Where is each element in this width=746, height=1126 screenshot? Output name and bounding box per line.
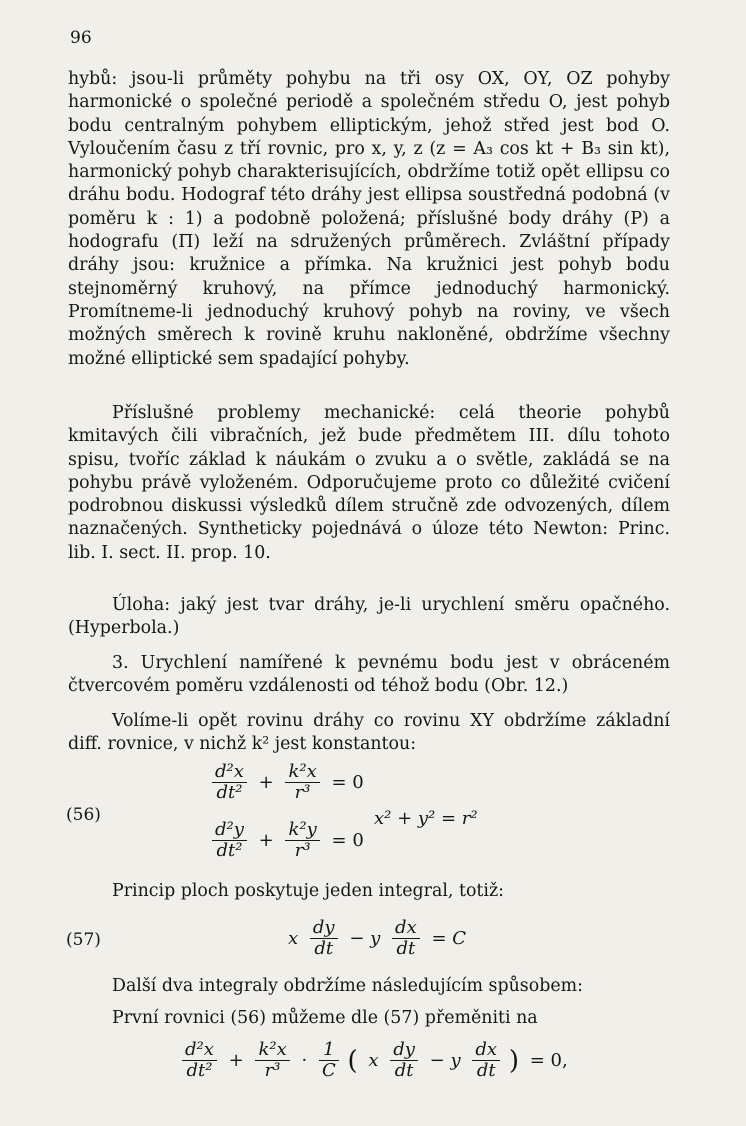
fraction: $\frac{\text{k²y}}{\text{r³}}$ xyxy=(285,820,319,861)
paragraph-2: Příslušné problemy mechanické: celá theorie pohybů kmitavých čili vibračních, jež bude předmětem III. dílu tohoto spisu, tvoříc základ k náukám o zvuku a o světle, zakládá se na pohybu právě vyloženém. Odporučujeme proto co důležité cvičení podrobnou diskussi výsledků dílem stručně zde odvozených, dílem naznačených. Syntheticky pojednává o úloze této Newton: Princ. lib. I. sect. II. prop. 10. xyxy=(68,403,670,563)
paragraph-section-3: 3. Urychlení namířené k pevnému bodu jest v obráceném čtvercovém poměru vzdálenosti od téhož bodu (Obr. 12.) xyxy=(68,653,670,697)
fraction: $\frac{\text{d²y}}{\text{dt²}}$ xyxy=(212,820,247,861)
equation-56-line-2: $\frac{\text{d²y}}{\text{dt²}}$ + $\frac{\text{k²y}}{\text{r³}}$ = 0 xyxy=(210,820,368,861)
paragraph-problem: Úloha: jaký jest tvar dráhy, je-li urychlení směru opačného. (Hyperbola.) xyxy=(68,595,670,639)
equation-57-label: (57) xyxy=(66,930,101,950)
fraction: $\frac{\text{k²x}}{\text{r³}}$ xyxy=(285,762,319,803)
page-number: 96 xyxy=(70,28,92,48)
fraction: $\frac{dx}{dt}$ xyxy=(472,1040,500,1081)
equation-transformed: $\frac{\text{d²x}}{\text{dt²}}$ + $\frac{\text{k²x}}{\text{r³}}$ · $\frac{1}{C}$ ( x $\frac{dy}{dt}$ − y $\frac{dx}{dt}$ ) = 0, xyxy=(180,1040,572,1081)
fraction: $\frac{dx}{dt}$ xyxy=(392,918,420,959)
fraction: $\frac{\text{d²x}}{\text{dt²}}$ xyxy=(182,1040,217,1081)
paragraph-transform: První rovnici (56) můžeme dle (57) přeměniti na xyxy=(112,1008,538,1028)
paragraph-area-principle: Princip ploch poskytuje jeden integral, totiž: xyxy=(112,881,505,901)
fraction: $\frac{\text{k²x}}{\text{r³}}$ xyxy=(255,1040,289,1081)
equation-56-side: x² + y² = r² xyxy=(374,808,478,829)
fraction: $\frac{1}{C}$ xyxy=(319,1040,339,1081)
equation-56-line-1: $\frac{\text{d²x}}{\text{dt²}}$ + $\frac{\text{k²x}}{\text{r³}}$ = 0 xyxy=(210,762,368,803)
paragraph-next-integrals: Další dva integraly obdržíme následujícím spůsobem: xyxy=(112,976,583,996)
fraction: $\frac{dy}{dt}$ xyxy=(310,918,338,959)
equation-56-label: (56) xyxy=(66,805,101,825)
fraction: $\frac{dy}{dt}$ xyxy=(390,1040,418,1081)
paragraph-1: hybů: jsou-li průměty pohybu na tři osy OX, OY, OZ pohyby harmonické o společné periodě a společném středu O, jest pohyb bodu centralným pohybem elliptickým, jehož střed jest bod O. Vyloučením času z tří rovnic, pro x, y, z (z = A₃ cos kt + B₃ sin kt), harmonický pohyb charakterisujících, obdržíme totiž opět ellipsu co dráhu bodu. Hodograf této dráhy jest ellipsa soustředná podobná (v poměru k : 1) a podobně položená; příslušné body dráhy (P) a hodografu (Π) leží na sdružených průměrech. Zvláštní případy dráhy jsou: kružnice a přímka. Na kružnici jest pohyb bodu stejnoměrný kruhový, na přímce jednoduchý harmonický. Promítneme-li jednoduchý kruhový pohyb na roviny, ve všech možných směrech k rovině kruhu nakloněné, obdržíme všechny možné elliptické sem spadající pohyby. xyxy=(68,69,670,369)
equation-57: x $\frac{dy}{dt}$ − y $\frac{dx}{dt}$ = C xyxy=(288,917,467,959)
fraction: $\frac{\text{d²x}}{\text{dt²}}$ xyxy=(212,762,247,803)
paragraph-diff-equations: Volíme-li opět rovinu dráhy co rovinu XY obdržíme základní diff. rovnice, v nichž k² jest konstantou: xyxy=(68,711,670,755)
